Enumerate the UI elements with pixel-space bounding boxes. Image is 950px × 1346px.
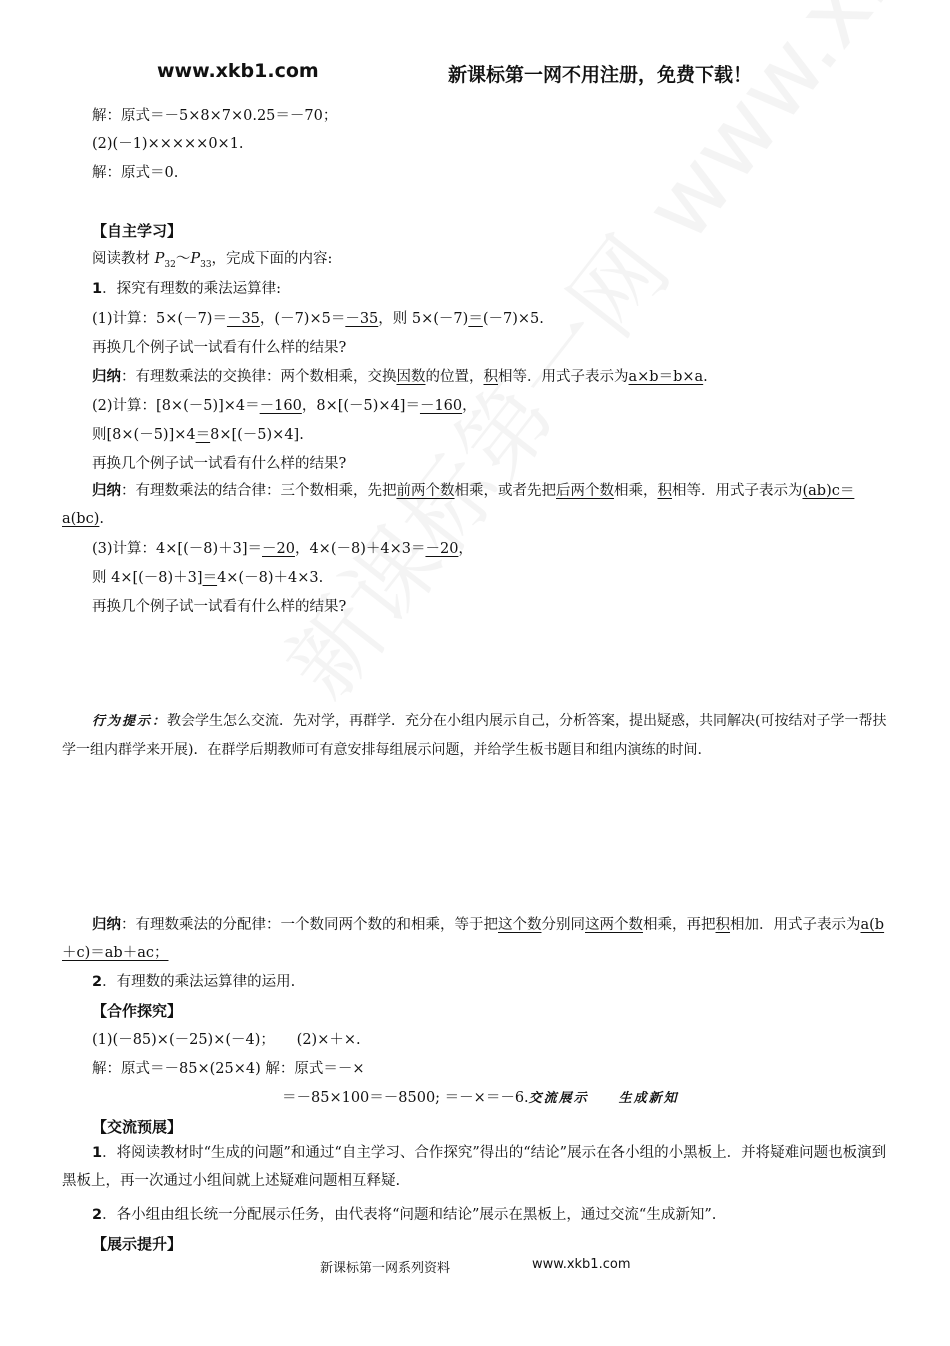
g2-a: ：有理数乘法的结合律：三个数相乘，先把 — [121, 483, 397, 499]
p3-a: ＝－85×100＝－8500; ＝－×＝－6. — [282, 1090, 529, 1106]
page-ref-2-num: 33 — [200, 259, 212, 270]
g1-b: 的位置， — [425, 369, 484, 385]
read-text-end: ，完成下面的内容: — [211, 251, 333, 267]
calc-1-b: ，(－7)×5＝ — [259, 311, 346, 327]
calc-2-ans-2: －160 — [419, 398, 463, 414]
item-1-text: ．探究有理数的乘法运算律: — [102, 281, 281, 297]
e2-text: ．各小组由组长统一分配展示任务，由代表将“问题和结论”展示在黑板上，通过交流“生成新知”. — [102, 1207, 717, 1223]
g1-u1: 因数 — [396, 369, 426, 385]
e1-num: 1 — [92, 1145, 103, 1161]
calc-2-ans-1: －160 — [259, 398, 302, 414]
read-text: 阅读教材 — [92, 251, 155, 267]
c2b-b: 8×[(－5)×4]. — [210, 427, 304, 443]
calc-1-ans-1: －35 — [226, 311, 260, 327]
page-header — [0, 60, 950, 90]
page-ref-1: P — [154, 251, 165, 267]
calc-2-conclusion — [92, 425, 304, 445]
p3-b: 交流展示 生成新知 — [528, 1091, 679, 1106]
calc-2-b: ，8×[(－5)×4]＝ — [301, 398, 420, 414]
behavior-tip — [62, 707, 892, 764]
g3-b: 分别同 — [541, 917, 585, 933]
page-ref-2: P — [190, 251, 201, 267]
g3-u2: 这两个数 — [585, 917, 643, 933]
calc-1-d: (－7)×5. — [482, 311, 544, 327]
g1-u3: a×b＝b×a — [628, 369, 704, 385]
c3b-a: 则 4×[(－8)＋3] — [92, 570, 203, 586]
g1-u2: 积 — [483, 369, 498, 385]
calc-1 — [92, 309, 544, 329]
calc-3-ans-1: －20 — [262, 541, 295, 557]
solution-line-1: 解：原式＝－5×8×7×0.25＝－70； — [92, 108, 338, 124]
calc-2-c: ， — [462, 398, 477, 414]
summary-label: 归纳 — [92, 369, 121, 385]
g3-a: ：有理数乘法的分配律：一个数同两个数的和相乘，等于把 — [121, 917, 498, 933]
summary-label: 归纳 — [92, 483, 121, 499]
summary-label: 归纳 — [92, 917, 121, 933]
try-again-1: 再换几个例子试一试看有什么样的结果? — [92, 340, 347, 356]
try-again-3: 再换几个例子试一试看有什么样的结果? — [92, 599, 347, 615]
c3b-b: 4×(－8)＋4×3. — [217, 570, 324, 586]
g3-u1: 这个数 — [498, 917, 542, 933]
g3-u4: a(b＋c)＝ab＋ac； — [62, 917, 885, 961]
header-slogan: 新课标第一网不用注册，免费下载！ — [448, 64, 753, 86]
tilde: ～ — [175, 251, 191, 267]
item-1 — [92, 279, 281, 299]
e2-num: 2 — [92, 1207, 103, 1223]
g2-u1: 前两个数 — [396, 483, 455, 499]
calc-3-b: ，4×(－8)＋4×3＝ — [294, 541, 426, 557]
header-site-link[interactable]: www.xkb1.com — [157, 60, 319, 82]
g2-u2: 后两个数 — [556, 483, 614, 499]
g3-d: 相加．用式子表示为 — [730, 917, 861, 933]
calc-3-conclusion — [92, 568, 323, 588]
tip-label: 行为提示： — [92, 714, 168, 729]
footer-label: 新课标第一网系列资料 — [320, 1261, 451, 1276]
section-cooperative: 【合作探究】 — [92, 1002, 183, 1020]
summary-associative — [62, 477, 892, 533]
calc-1-a: (1)计算：5×(－7)＝ — [92, 311, 227, 327]
g2-u4: (ab)c＝a(bc) — [62, 483, 855, 527]
g2-b: 相乘，或者先把 — [454, 483, 556, 499]
g2-e: . — [99, 511, 104, 527]
summary-commutative — [92, 367, 708, 387]
try-again-2: 再换几个例子试一试看有什么样的结果? — [92, 456, 347, 472]
item-2 — [92, 972, 295, 992]
section-show: 【展示提升】 — [92, 1235, 183, 1253]
calc-3 — [92, 539, 473, 559]
coop-solution-2 — [282, 1088, 679, 1109]
item-1-num: 1 — [92, 281, 103, 297]
tip-text: 教会学生怎么交流．先对学，再群学．充分在小组内展示自己，分析答案，提出疑惑，共同解决(可按结对子学一帮扶学一组内群学来开展)．在群学后期教师可有意安排每组展示问题，并给学生板书题目和组内演练的时间. — [62, 713, 887, 758]
calc-2 — [92, 396, 477, 416]
calc-3-ans-2: －20 — [425, 541, 459, 557]
problem-2: (2)(－1)×××××0×1. — [92, 136, 244, 152]
section-exchange: 【交流预展】 — [92, 1118, 183, 1136]
c2b-a: 则[8×(－5)]×4 — [92, 427, 196, 443]
section-self-study: 【自主学习】 — [92, 222, 183, 240]
c3b-u: ＝ — [202, 570, 218, 586]
g2-c: 相乘， — [614, 483, 658, 499]
item-2-text: ．有理数的乘法运算律的运用. — [102, 974, 296, 990]
g2-u3: 积 — [657, 483, 672, 499]
reading-instruction — [92, 249, 332, 275]
summary-distributive — [62, 911, 892, 967]
calc-3-c: ， — [458, 541, 473, 557]
exchange-1 — [62, 1139, 892, 1195]
solution-line-2: 解：原式＝0. — [92, 165, 179, 181]
g1-c: 相等．用式子表示为 — [498, 369, 629, 385]
c2b-u: ＝ — [195, 427, 211, 443]
e1-text: ．将阅读教材时“生成的问题”和通过“自主学习、合作探究”得出的“结论”展示在各小组的小黑板上．并将疑难问题也板演到黑板上，再一次通过小组间就上述疑难问题相互释疑. — [62, 1145, 887, 1189]
g3-c: 相乘，再把 — [643, 917, 716, 933]
calc-3-a: (3)计算：4×[(－8)＋3]＝ — [92, 541, 262, 557]
page-ref-1-num: 32 — [164, 259, 176, 270]
calc-1-c: ，则 5×(－7) — [378, 311, 469, 327]
g1-a: ：有理数乘法的交换律：两个数相乘，交换 — [121, 369, 397, 385]
calc-1-ans-3: ＝ — [468, 311, 483, 327]
item-2-num: 2 — [92, 974, 103, 990]
calc-2-a: (2)计算：[8×(－5)]×4＝ — [92, 398, 260, 414]
g3-u3: 积 — [715, 917, 730, 933]
coop-problems: (1)(－85)×(－25)×(－4)； (2)×＋×. — [92, 1032, 361, 1048]
g2-d: 相等．用式子表示为 — [672, 483, 803, 499]
exchange-2 — [62, 1201, 892, 1229]
g1-d: . — [703, 369, 708, 385]
footer-site-link[interactable]: www.xkb1.com — [532, 1257, 631, 1272]
coop-solution-1: 解：原式＝－85×(25×4) 解：原式＝－× — [92, 1061, 365, 1077]
calc-1-ans-2: －35 — [345, 311, 379, 327]
